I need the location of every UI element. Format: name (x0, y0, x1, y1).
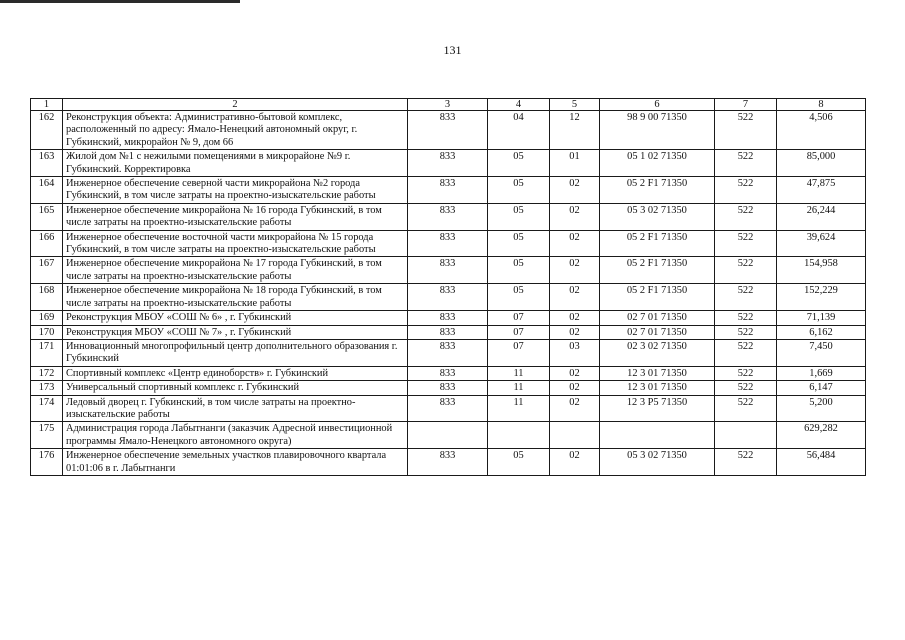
subsection-cell: 03 (550, 339, 600, 366)
target-article-cell: 05 2 F1 71350 (600, 177, 715, 204)
expense-type-cell: 522 (715, 325, 777, 339)
target-article-cell: 05 2 F1 71350 (600, 257, 715, 284)
expense-type-cell: 522 (715, 284, 777, 311)
amount-cell: 26,244 (777, 203, 866, 230)
object-name: Реконструкция МБОУ «СОШ № 7» , г. Губкинский (63, 325, 408, 339)
column-header: 3 (408, 99, 488, 111)
subsection-cell: 02 (550, 449, 600, 476)
amount-cell: 71,139 (777, 311, 866, 325)
expense-type-cell: 522 (715, 339, 777, 366)
target-article-cell: 12 3 01 71350 (600, 366, 715, 380)
amount-cell: 6,162 (777, 325, 866, 339)
page-number: 131 (443, 43, 462, 57)
expense-type-cell: 522 (715, 111, 777, 150)
code-cell: 833 (408, 203, 488, 230)
code-cell: 833 (408, 257, 488, 284)
target-article-cell: 12 3 P5 71350 (600, 395, 715, 422)
top-border-line (0, 0, 240, 3)
table-row (31, 381, 866, 395)
code-cell: 833 (408, 395, 488, 422)
section-cell: 04 (488, 111, 550, 150)
amount-cell: 1,669 (777, 366, 866, 380)
subsection-cell: 02 (550, 177, 600, 204)
section-cell: 05 (488, 203, 550, 230)
row-number: 168 (31, 284, 63, 311)
object-name: Инновационный многопрофильный центр дополнительного образования г. Губкинский (63, 339, 408, 366)
target-article-cell: 12 3 01 71350 (600, 381, 715, 395)
section-cell: 11 (488, 395, 550, 422)
target-article-cell: 02 7 01 71350 (600, 325, 715, 339)
object-name: Инженерное обеспечение микрорайона № 17 города Губкинский, в том числе затраты на проектно-изыскательские работы (63, 257, 408, 284)
table-row (31, 177, 866, 204)
budget-table (30, 98, 866, 476)
target-article-cell: 05 2 F1 71350 (600, 230, 715, 257)
expense-type-cell: 522 (715, 230, 777, 257)
subsection-cell: 02 (550, 311, 600, 325)
code-cell: 833 (408, 150, 488, 177)
row-number: 175 (31, 422, 63, 449)
code-cell: 833 (408, 177, 488, 204)
expense-type-cell (715, 422, 777, 449)
code-cell (408, 422, 488, 449)
target-article-cell: 02 3 02 71350 (600, 339, 715, 366)
expense-type-cell: 522 (715, 311, 777, 325)
subsection-cell: 12 (550, 111, 600, 150)
expense-type-cell: 522 (715, 177, 777, 204)
subsection-cell (550, 422, 600, 449)
table-row (31, 257, 866, 284)
table-row (31, 366, 866, 380)
amount-cell: 7,450 (777, 339, 866, 366)
subsection-cell: 01 (550, 150, 600, 177)
expense-type-cell: 522 (715, 395, 777, 422)
row-number: 163 (31, 150, 63, 177)
amount-cell: 85,000 (777, 150, 866, 177)
code-cell: 833 (408, 284, 488, 311)
code-cell: 833 (408, 311, 488, 325)
column-header: 4 (488, 99, 550, 111)
table-row (31, 150, 866, 177)
amount-cell: 39,624 (777, 230, 866, 257)
expense-type-cell: 522 (715, 257, 777, 284)
object-name: Ледовый дворец г. Губкинский, в том числе затраты на проектно-изыскательские работы (63, 395, 408, 422)
amount-cell: 47,875 (777, 177, 866, 204)
section-cell: 05 (488, 150, 550, 177)
row-number: 162 (31, 111, 63, 150)
table-row (31, 111, 866, 150)
row-number: 167 (31, 257, 63, 284)
row-number: 170 (31, 325, 63, 339)
section-cell: 05 (488, 449, 550, 476)
subsection-cell: 02 (550, 366, 600, 380)
code-cell: 833 (408, 366, 488, 380)
object-name: Спортивный комплекс «Центр единоборств» г. Губкинский (63, 366, 408, 380)
object-name: Реконструкция объекта: Административно-бытовой комплекс, расположенный по адресу: Ямало-Ненецкий автономный округ, г. Губкинский, микрорайон № 9, дом 66 (63, 111, 408, 150)
object-name: Инженерное обеспечение микрорайона № 16 города Губкинский, в том числе затраты на проектно-изыскательские работы (63, 203, 408, 230)
subsection-cell: 02 (550, 395, 600, 422)
section-cell: 11 (488, 381, 550, 395)
amount-cell: 56,484 (777, 449, 866, 476)
object-name: Жилой дом №1 с нежилыми помещениями в микрорайоне №9 г. Губкинский. Корректировка (63, 150, 408, 177)
target-article-cell (600, 422, 715, 449)
target-article-cell: 05 1 02 71350 (600, 150, 715, 177)
row-number: 165 (31, 203, 63, 230)
target-article-cell: 05 3 02 71350 (600, 203, 715, 230)
target-article-cell: 98 9 00 71350 (600, 111, 715, 150)
subsection-cell: 02 (550, 203, 600, 230)
section-cell: 05 (488, 257, 550, 284)
table-row (31, 422, 866, 449)
section-cell: 07 (488, 339, 550, 366)
column-header: 8 (777, 99, 866, 111)
object-name: Инженерное обеспечение микрорайона № 18 города Губкинский, в том числе затраты на проектно-изыскательские работы (63, 284, 408, 311)
object-name: Реконструкция МБОУ «СОШ № 6» , г. Губкинский (63, 311, 408, 325)
column-header: 2 (63, 99, 408, 111)
target-article-cell: 05 3 02 71350 (600, 449, 715, 476)
target-article-cell: 05 2 F1 71350 (600, 284, 715, 311)
section-cell: 05 (488, 230, 550, 257)
table-row (31, 449, 866, 476)
row-number: 171 (31, 339, 63, 366)
amount-cell: 4,506 (777, 111, 866, 150)
row-number: 176 (31, 449, 63, 476)
section-cell (488, 422, 550, 449)
table-row (31, 230, 866, 257)
expense-type-cell: 522 (715, 366, 777, 380)
subsection-cell: 02 (550, 257, 600, 284)
object-name: Администрация города Лабытнанги (заказчик Адресной инвестиционной программы Ямало-Ненецкого автономного округа) (63, 422, 408, 449)
row-number: 166 (31, 230, 63, 257)
object-name: Инженерное обеспечение северной части микрорайона №2 города Губкинский, в том числе затраты на проектно-изыскательские работы (63, 177, 408, 204)
table-row (31, 325, 866, 339)
object-name: Инженерное обеспечение восточной части микрорайона № 15 города Губкинский, в том числе затраты на проектно-изыскательские работы (63, 230, 408, 257)
section-cell: 07 (488, 311, 550, 325)
subsection-cell: 02 (550, 284, 600, 311)
column-header: 1 (31, 99, 63, 111)
table-header-row (31, 99, 866, 111)
table-row (31, 284, 866, 311)
row-number: 164 (31, 177, 63, 204)
expense-type-cell: 522 (715, 449, 777, 476)
row-number: 173 (31, 381, 63, 395)
code-cell: 833 (408, 339, 488, 366)
row-number: 169 (31, 311, 63, 325)
subsection-cell: 02 (550, 325, 600, 339)
code-cell: 833 (408, 230, 488, 257)
object-name: Инженерное обеспечение земельных участков плавировочного квартала 01:01:06 в г. Лабытнанги (63, 449, 408, 476)
table-row (31, 203, 866, 230)
amount-cell: 629,282 (777, 422, 866, 449)
section-cell: 07 (488, 325, 550, 339)
amount-cell: 152,229 (777, 284, 866, 311)
code-cell: 833 (408, 381, 488, 395)
target-article-cell: 02 7 01 71350 (600, 311, 715, 325)
column-header: 5 (550, 99, 600, 111)
table-row (31, 339, 866, 366)
section-cell: 05 (488, 177, 550, 204)
expense-type-cell: 522 (715, 150, 777, 177)
row-number: 172 (31, 366, 63, 380)
subsection-cell: 02 (550, 230, 600, 257)
column-header: 6 (600, 99, 715, 111)
table-row (31, 395, 866, 422)
table-row (31, 311, 866, 325)
subsection-cell: 02 (550, 381, 600, 395)
section-cell: 05 (488, 284, 550, 311)
amount-cell: 6,147 (777, 381, 866, 395)
section-cell: 11 (488, 366, 550, 380)
code-cell: 833 (408, 325, 488, 339)
code-cell: 833 (408, 111, 488, 150)
row-number: 174 (31, 395, 63, 422)
expense-type-cell: 522 (715, 381, 777, 395)
column-header: 7 (715, 99, 777, 111)
code-cell: 833 (408, 449, 488, 476)
amount-cell: 5,200 (777, 395, 866, 422)
expense-type-cell: 522 (715, 203, 777, 230)
amount-cell: 154,958 (777, 257, 866, 284)
object-name: Универсальный спортивный комплекс г. Губкинский (63, 381, 408, 395)
